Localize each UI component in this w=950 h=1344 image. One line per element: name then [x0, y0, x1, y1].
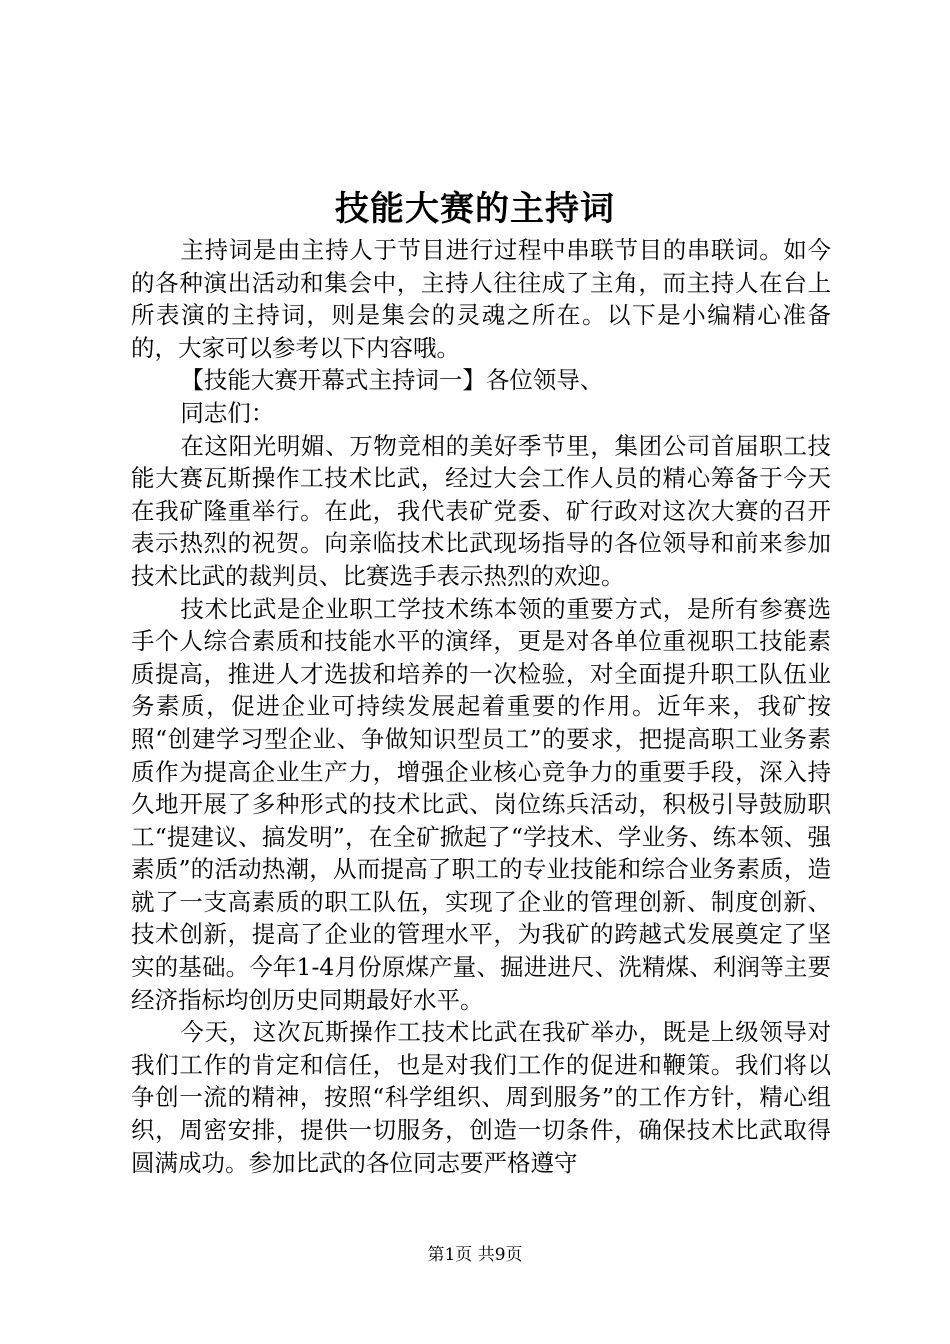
paragraph-intro: 主持词是由主持人于节目进行过程中串联节目的串联词。如今的各种演出活动和集会中，主持人往往成了主角，而主持人在台上所表演的主持词，则是集会的灵魂之所在。以下是小编精心准备的，大家可以参考以下内容哦。 — [131, 236, 831, 362]
paragraph-salutation: 同志们： — [180, 398, 275, 427]
paragraph-competition-importance: 技术比武是企业职工学技术练本领的重要方式，是所有参赛选手个人综合素质和技能水平的演绎，更是对各单位重视职工技能素质提高，推进人才选拔和培养的一次检验，对全面提升职工队伍业务素质，促进企业可持续发展起着重要的作用。近年来，我矿按照“创建学习型企业、争做知识型员工”的要求，把提高职工业务素质作为提高企业生产力，增强企业核心竞争力的重要手段，深入持久地开展了多种形式的技术比武、岗位练兵活动，积极引导鼓励职工“提建议、搞发明”，在全矿掀起了“学技术、学业务、练本领、强素质”的活动热潮，从而提高了职工的专业技能和综合业务素质，造就了一支高素质的职工队伍，实现了企业的管理创新、制度创新、技术创新，提高了企业的管理水平，为我矿的跨越式发展奠定了坚实的基础。今年1-4月份原煤产量、掘进进尺、洗精煤、利润等主要经济指标均创历史同期最好水平。 — [131, 594, 831, 1014]
paragraph-section-heading: 【技能大赛开幕式主持词一】各位领导、 — [180, 366, 604, 395]
document-body — [131, 234, 831, 1179]
page-number-footer: 第1页 共9页 — [427, 1245, 523, 1265]
paragraph-welcome: 在这阳光明媚、万物竞相的美好季节里，集团公司首届职工技能大赛瓦斯操作工技术比武，经过大会工作人员的精心筹备于今天在我矿隆重举行。在此，我代表矿党委、矿行政对这次大赛的召开表示热烈的祝贺。向亲临技术比武现场指导的各位领导和前来参加技术比武的裁判员、比赛选手表示热烈的欢迎。 — [131, 431, 831, 590]
paragraph-today: 今天，这次瓦斯操作工技术比武在我矿举办，既是上级领导对我们工作的肯定和信任，也是对我们工作的促进和鞭策。我们将以争创一流的精神，按照“科学组织、周到服务”的工作方针，精心组织，周密安排，提供一切服务，创造一切条件，确保技术比武取得圆满成功。参加比武的各位同志要严格遵守 — [131, 1018, 831, 1177]
document-title: 技能大赛的主持词 — [335, 189, 615, 229]
